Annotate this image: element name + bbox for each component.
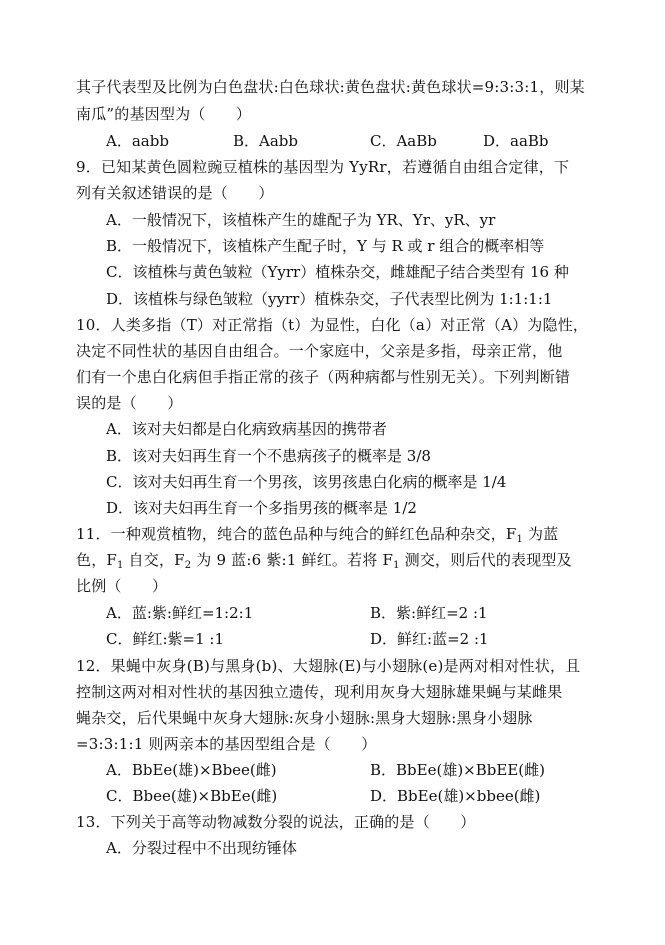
q9-option-a: A．一般情况下，该植株产生的雄配子为 YR、Yr、yR、yr — [106, 211, 496, 229]
q12-line-2: 控制这两对相对性状的基因独立遗传，现利用灰身大翅脉雄果蝇与某雌果 — [76, 683, 563, 701]
q11-line-2 — [76, 550, 572, 570]
q10-option-d: D．该对夫妇再生育一个多指男孩的概率是 1/2 — [106, 499, 417, 517]
q10-option-c: C．该对夫妇再生育一个男孩，该男孩患白化病的概率是 1/4 — [106, 473, 507, 491]
q10-line-4: 误的是（ ） — [76, 394, 183, 412]
q12-line-4: =3:3:1:1 则两亲本的基因型组合是（ ） — [76, 735, 377, 753]
q9-option-d: D．该植株与绿色皱粒（yyrr）植株杂交，子代表型比例为 1:1:1:1 — [106, 290, 553, 308]
q11-line-2-text-b: 自交，F — [123, 551, 185, 569]
q12-option-c: C．Bbee(雄)×BbEe(雌) — [106, 787, 278, 805]
q11-f1-subscript: 1 — [516, 534, 524, 545]
q12-line-1: 12．果蝇中灰身(B)与黑身(b)、大翅脉(E)与小翅脉(e)是两对相对性状，且 — [76, 657, 581, 675]
q11-line-2-text-d: 测交，则后代的表现型及 — [399, 551, 572, 569]
q11-line-2-text-a: 色，F — [76, 551, 118, 569]
q12-option-d: D．BbEe(雄)×bbee(雌) — [370, 787, 541, 805]
q12-line-3: 蝇杂交，后代果蝇中灰身大翅脉:灰身小翅脉:黑身大翅脉:黑身小翅脉 — [76, 709, 533, 727]
q8-option-a: A．aabb — [106, 132, 169, 150]
q8-option-c: C．AaBb — [370, 132, 437, 150]
q11-line-1 — [76, 524, 558, 544]
q9-option-b: B．一般情况下，该植株产生配子时，Y 与 R 或 r 组合的概率相等 — [106, 237, 545, 255]
q11-line-1-text-a: 11．一种观赏植物，纯合的蓝色品种与纯合的鲜红色品种杂交，F — [76, 525, 517, 543]
q10-line-3: 们有一个患白化病但手指正常的孩子（两种病都与性别无关）。下列判断错 — [76, 368, 571, 386]
q10-line-2: 决定不同性状的基因自由组合。一个家庭中，父亲是多指，母亲正常，他 — [76, 342, 563, 360]
q12-option-a: A．BbEe(雄)×Bbee(雌) — [106, 761, 277, 779]
q11-line-2-text-c: 为 9 蓝:6 紫:1 鲜红。若将 F — [191, 551, 394, 569]
q13-line-1: 13．下列关于高等动物减数分裂的说法，正确的是（ ） — [76, 813, 476, 831]
q10-option-a: A．该对夫妇都是白化病致病基因的携带者 — [106, 420, 387, 438]
q11-option-a: A．蓝:紫:鲜红=1:2:1 — [106, 604, 254, 622]
q11-line-1-text-b: 为蓝 — [523, 525, 559, 543]
q10-option-b: B．该对夫妇再生育一个不患病孩子的概率是 3/8 — [106, 447, 431, 465]
q8-option-b: B．Aabb — [233, 132, 299, 150]
q9-line-1: 9．已知某黄色圆粒豌豆植株的基因型为 YyRr，若遵循自由组合定律，下 — [76, 158, 570, 176]
q8-line-2: 南瓜”的基因型为（ ） — [76, 105, 252, 123]
q11-option-b: B．紫:鲜红=2 :1 — [370, 604, 488, 622]
q8-line-1: 其子代表型及比例为白色盘状:白色球状:黄色盘状:黄色球状=9:3:3:1，则某 — [76, 78, 585, 96]
q12-option-b: B．BbEe(雄)×BbEE(雌) — [370, 761, 545, 779]
q11-f1-subscript: 1 — [117, 560, 124, 571]
q9-line-2: 列有关叙述错误的是（ ） — [76, 184, 274, 202]
q10-line-1: 10．人类多指（T）对正常指（t）为显性，白化（a）对正常（A）为隐性， — [76, 316, 589, 334]
q9-option-c: C．该植株与黄色皱粒（Yyrr）植株杂交，雌雄配子结合类型有 16 种 — [106, 263, 569, 281]
q11-line-3: 比例（ ） — [76, 577, 168, 595]
q11-option-c: C．鲜红:紫=1 :1 — [106, 630, 225, 648]
q11-option-d: D．鲜红:蓝=2 :1 — [370, 630, 489, 648]
q13-option-a: A．分裂过程中不出现纺锤体 — [106, 839, 297, 857]
q11-f1-subscript: 1 — [393, 560, 400, 571]
q11-f2-subscript: 2 — [184, 560, 192, 571]
q8-option-d: D．aaBb — [483, 132, 549, 150]
